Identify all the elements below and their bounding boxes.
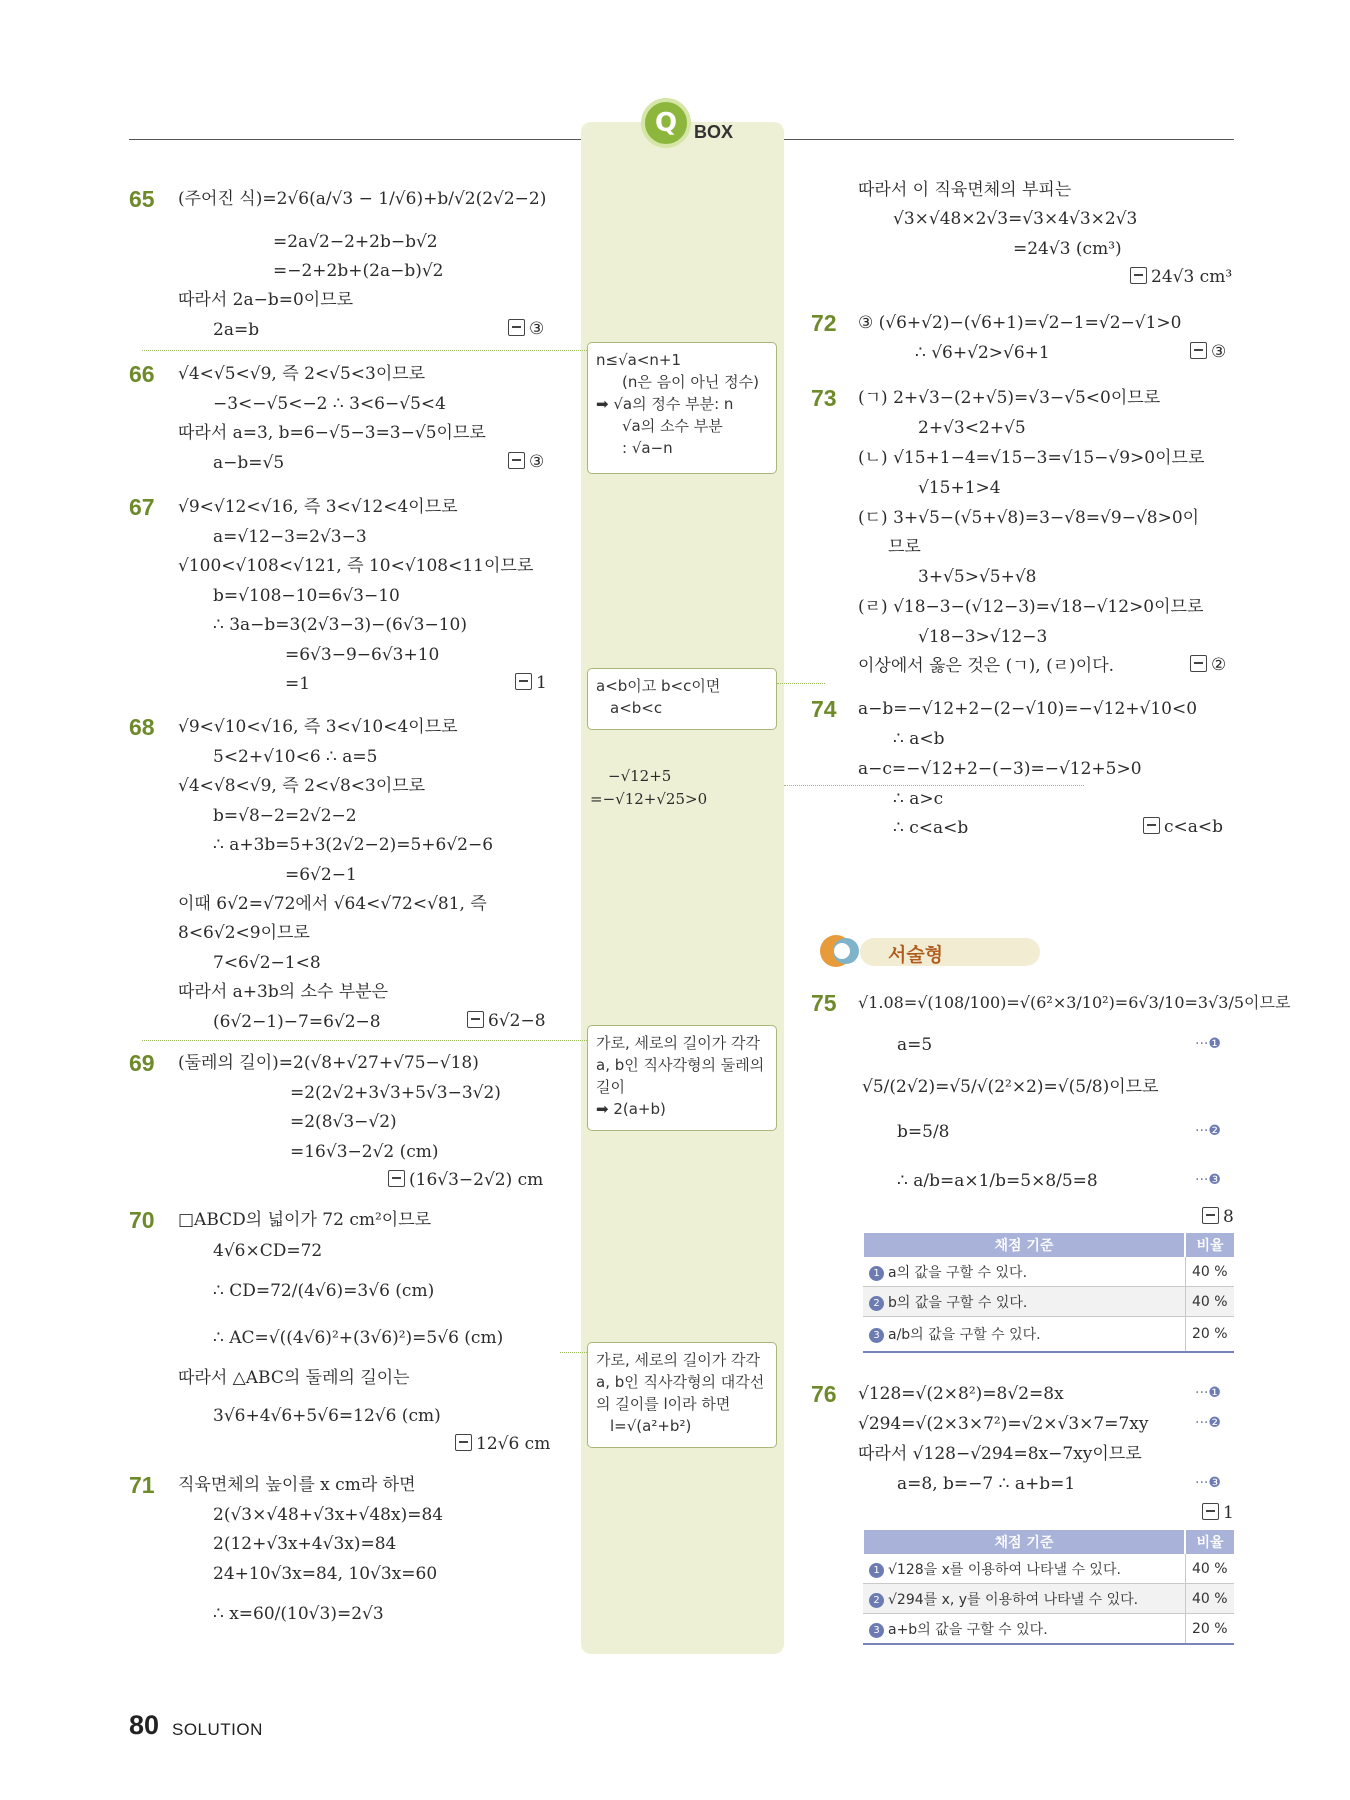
section-pill [860, 938, 1040, 966]
answer-mark: 1 [1202, 1503, 1234, 1523]
answer-icon [467, 1011, 484, 1028]
solution-line: ∴ CD=72/(4√6)=3√6 (cm) [213, 1281, 435, 1301]
leader-line [560, 1352, 587, 1353]
solution-line: ∴ x=60/(10√3)=2√3 [213, 1604, 384, 1624]
solution-line: ∴ a+3b=5+3(2√2−2)=5+6√2−6 [213, 835, 494, 855]
solution-line: ③ (√6+√2)−(√6+1)=√2−1=√2−√1>0 [858, 313, 1182, 333]
step-badge: 2 [869, 1296, 884, 1311]
solution-line: =1 [285, 674, 311, 694]
problem-number: 76 [811, 1381, 837, 1407]
solution-line: 2(12+√3x+4√3x)=84 [213, 1534, 397, 1554]
solution-line: (ㄷ) 3+√5−(√5+√8)=3−√8=√9−√8>0이 [858, 508, 1200, 528]
solution-line: =6√2−1 [285, 865, 357, 885]
solution-line: a=5 [897, 1035, 933, 1055]
solution-line: √5/(2√2)=√5/√(2²×2)=√(5/8)이므로 [862, 1077, 1159, 1097]
solution-line: b=√108−10=6√3−10 [213, 586, 400, 606]
leader-line [777, 683, 825, 684]
footer-label: SOLUTION [172, 1720, 263, 1739]
answer-icon [1202, 1207, 1219, 1224]
problem-number: 65 [129, 186, 155, 212]
solution-line: 2(√3×√48+√3x+√48x)=84 [213, 1505, 444, 1525]
leader-line [142, 350, 587, 351]
leader-line [142, 1040, 587, 1041]
page-number: 80 [129, 1710, 160, 1740]
step-marker: ···❶ [1195, 1036, 1221, 1052]
step-badge: 1 [869, 1266, 884, 1281]
qbox-label: BOX [694, 122, 734, 142]
solution-line: a−b=−√12+2−(2−√10)=−√12+√10<0 [858, 699, 1198, 719]
answer-mark: 6√2−8 [467, 1011, 546, 1031]
solution-line: 24+10√3x=84, 10√3x=60 [213, 1564, 438, 1584]
solution-line: (ㄹ) √18−3−(√12−3)=√18−√12>0이므로 [858, 597, 1204, 617]
solution-line: −3<−√5<−2 ∴ 3<6−√5<4 [213, 394, 446, 414]
solution-line: ∴ AC=√((4√6)²+(3√6)²)=5√6 (cm) [213, 1328, 504, 1348]
solution-line: =24√3 (cm³) [1013, 239, 1122, 259]
solution-line: 3√6+4√6+5√6=12√6 (cm) [213, 1406, 441, 1426]
problem-number: 69 [129, 1050, 155, 1076]
solution-line: (둘레의 길이)=2(√8+√27+√75−√18) [178, 1053, 479, 1073]
solution-line: ∴ a<b [893, 729, 945, 749]
solution-line: 5<2+√10<6 ∴ a=5 [213, 747, 378, 767]
solution-line: (ㄱ) 2+√3−(2+√5)=√3−√5<0이므로 [858, 388, 1161, 408]
step-marker: ···❸ [1195, 1172, 1221, 1188]
solution-line: 3+√5>√5+√8 [918, 567, 1037, 587]
step-badge: 3 [869, 1623, 884, 1638]
solution-line: √128=√(2×8²)=8√2=8x [858, 1384, 1064, 1404]
solution-line: 따라서 a=3, b=6−√5−3=3−√5이므로 [178, 423, 486, 443]
answer-mark: (16√3−2√2) cm [388, 1170, 543, 1190]
solution-line: 2a=b [213, 320, 260, 340]
answer-mark: 1 [515, 673, 547, 693]
solution-line: √3×√48×2√3=√3×4√3×2√3 [893, 209, 1138, 229]
solution-line: 따라서 2a−b=0이므로 [178, 290, 354, 310]
tip-box: 가로, 세로의 길이가 각각 a, b인 직사각형의 대각선 의 길이를 l이라 하면 l=√(a²+b²) [587, 1342, 777, 1448]
solution-line: 이상에서 옳은 것은 (ㄱ), (ㄹ)이다. [858, 656, 1115, 676]
step-marker: ···❸ [1195, 1475, 1221, 1491]
problem-number: 72 [811, 310, 837, 336]
problem-number: 74 [811, 696, 837, 722]
problem-number: 67 [129, 494, 155, 520]
solution-line: 8<6√2<9이므로 [178, 923, 310, 943]
step-marker: ···❷ [1195, 1123, 1221, 1139]
tip-note: =−√12+√25>0 [590, 790, 708, 808]
answer-mark: ③ [508, 319, 544, 339]
solution-line: √294=√(2×3×7²)=√2×√3×7=7xy [858, 1414, 1149, 1434]
solution-line: √1.08=√(108/100)=√(6²×3/10²)=6√3/10=3√3/5이므로 [858, 993, 1291, 1012]
qbox-badge-icon: Q [641, 98, 691, 148]
answer-mark: 24√3 cm³ [1130, 267, 1232, 287]
answer-icon [1190, 655, 1207, 672]
leader-line [784, 785, 1084, 786]
problem-number: 68 [129, 714, 155, 740]
solution-line: =−2+2b+(2a−b)√2 [273, 261, 444, 281]
step-marker: ···❷ [1195, 1415, 1221, 1431]
grading-header: 비율 [1185, 1233, 1234, 1257]
problem-number: 71 [129, 1472, 155, 1498]
tip-box: 가로, 세로의 길이가 각각 a, b인 직사각형의 둘레의 길이 ➡ 2(a+b) [587, 1025, 777, 1131]
solution-line: a=8, b=−7 ∴ a+b=1 [897, 1474, 1076, 1494]
tip-box: a<b이고 b<c이면 a<b<c [587, 668, 777, 730]
solution-line: =6√3−9−6√3+10 [285, 645, 440, 665]
solution-line: 므로 [888, 537, 921, 557]
answer-icon [1190, 342, 1207, 359]
answer-icon [515, 673, 532, 690]
answer-mark: c<a<b [1143, 817, 1223, 837]
problem-number: 75 [811, 990, 837, 1016]
solution-line: √4<√5<√9, 즉 2<√5<3이므로 [178, 364, 426, 384]
solution-line: 따라서 √128−√294=8x−7xy이므로 [858, 1444, 1142, 1464]
solution-line: (주어진 식)=2√6(a/√3 − 1/√6)+b/√2(2√2−2) [178, 189, 547, 209]
step-marker: ···❶ [1195, 1385, 1221, 1401]
answer-mark: ③ [508, 452, 544, 472]
solution-line: a−c=−√12+2−(−3)=−√12+5>0 [858, 759, 1142, 779]
answer-icon [1202, 1503, 1219, 1520]
solution-line: =2(2√2+3√3+5√3−3√2) [290, 1083, 501, 1103]
solution-line: √18−3>√12−3 [918, 627, 1048, 647]
answer-mark: ② [1190, 655, 1226, 675]
answer-icon [455, 1434, 472, 1451]
problem-number: 70 [129, 1207, 155, 1233]
solution-line: □ABCD의 넓이가 72 cm²이므로 [178, 1210, 432, 1230]
problem-number: 66 [129, 361, 155, 387]
solution-line: a−b=√5 [213, 453, 285, 473]
section-title: 서술형 [888, 944, 944, 966]
solution-line: 따라서 이 직육면체의 부피는 [858, 180, 1072, 200]
solution-line: √9<√10<√16, 즉 3<√10<4이므로 [178, 717, 458, 737]
grading-table: 채점 기준 비율 1 a의 값을 구할 수 있다. 40 % 2 b의 값을 구할 수 있다. 40 % 3 a/b의 값을 구할 수 있다. 20 % [862, 1233, 1234, 1353]
answer-mark: ③ [1190, 342, 1226, 362]
header-rule-right [784, 139, 1234, 140]
grading-header: 채점 기준 [863, 1233, 1185, 1257]
step-badge: 3 [869, 1328, 884, 1343]
solution-line: 4√6×CD=72 [213, 1241, 323, 1261]
tip-note: −√12+5 [608, 767, 672, 785]
solution-line: ∴ a>c [893, 789, 944, 809]
solution-line: a=√12−3=2√3−3 [213, 527, 367, 547]
tip-box: n≤√a<n+1 (n은 음이 아닌 정수) ➡ √a의 정수 부분: n √a의 소수 부분 : √a−n [587, 342, 777, 474]
grading-table: 채점 기준 비율 1 √128을 x를 이용하여 나타낼 수 있다. 40 % 2 √294를 x, y를 이용하여 나타낼 수 있다. 40 % 3 a+b의 값을 구할 수 있다. 20 % [862, 1530, 1234, 1645]
step-badge: 2 [869, 1593, 884, 1608]
solution-line: ∴ a/b=a×1/b=5×8/5=8 [897, 1171, 1098, 1191]
answer-icon [1143, 817, 1160, 834]
problem-number: 73 [811, 385, 837, 411]
solution-line: b=5/8 [897, 1122, 950, 1142]
solution-line: =2a√2−2+2b−b√2 [273, 232, 438, 252]
solution-line: √4<√8<√9, 즉 2<√8<3이므로 [178, 776, 426, 796]
answer-icon [388, 1170, 405, 1187]
solution-line: √9<√12<√16, 즉 3<√12<4이므로 [178, 497, 458, 517]
solution-line: 따라서 a+3b의 소수 부분은 [178, 982, 389, 1002]
grading-header: 비율 [1185, 1530, 1234, 1554]
solution-line: √100<√108<√121, 즉 10<√108<11이므로 [178, 556, 534, 576]
header-rule-left [129, 139, 581, 140]
solution-line: 따라서 △ABC의 둘레의 길이는 [178, 1368, 410, 1388]
step-badge: 1 [869, 1563, 884, 1578]
answer-mark: 12√6 cm [455, 1434, 550, 1454]
solution-line: (ㄴ) √15+1−4=√15−3=√15−√9>0이므로 [858, 448, 1205, 468]
answer-icon [508, 452, 525, 469]
solution-line: 이때 6√2=√72에서 √64<√72<√81, 즉 [178, 894, 487, 914]
solution-line: (6√2−1)−7=6√2−8 [213, 1012, 381, 1032]
solution-line: =16√3−2√2 (cm) [290, 1142, 439, 1162]
answer-mark: 8 [1202, 1207, 1234, 1227]
solution-line: ∴ c<a<b [893, 818, 969, 838]
section-icon [818, 931, 860, 971]
solution-line: 7<6√2−1<8 [213, 953, 321, 973]
solution-line: 2+√3<2+√5 [918, 418, 1026, 438]
solution-line: ∴ 3a−b=3(2√3−3)−(6√3−10) [213, 615, 467, 635]
grading-header: 채점 기준 [863, 1530, 1185, 1554]
solution-line: =2(8√3−√2) [290, 1112, 397, 1132]
solution-line: √15+1>4 [918, 478, 1001, 498]
solution-line: ∴ √6+√2>√6+1 [915, 343, 1050, 363]
answer-icon [1130, 267, 1147, 284]
answer-icon [508, 319, 525, 336]
solution-line: b=√8−2=2√2−2 [213, 806, 357, 826]
solution-line: 직육면체의 높이를 x cm라 하면 [178, 1475, 416, 1495]
